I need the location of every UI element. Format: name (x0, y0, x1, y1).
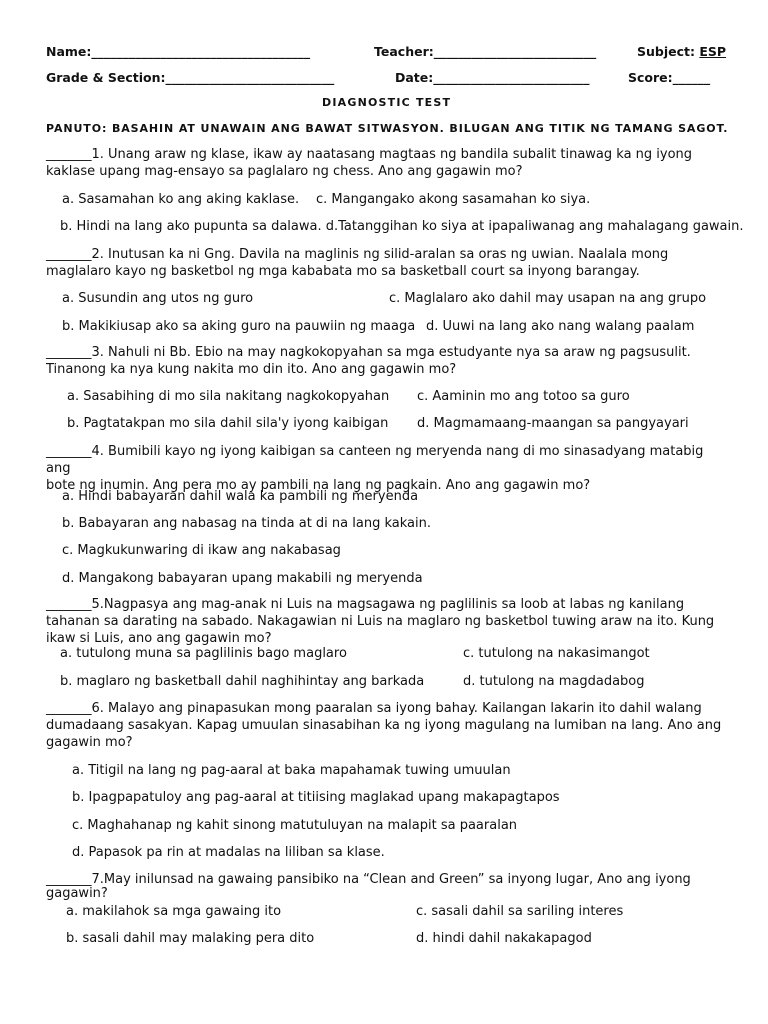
instructions: PANUTO: BASAHIN AT UNAWAIN ANG BAWAT SITWASYON. BILUGAN ANG TITIK NG TAMANG SAGOT. (46, 122, 729, 135)
q4-option-c: c. Magkukunwaring di ikaw ang nakabasag (62, 543, 341, 558)
q6-option-b: b. Ipagpapatuloy ang pag-aaral at titiising maglakad upang makapagtapos (72, 790, 560, 805)
q5-option-b: b. maglaro ng basketball dahil naghihintay ang barkada (60, 674, 425, 689)
q3-option-c: c. Aaminin mo ang totoo sa guro (417, 389, 630, 404)
grade-section-field: Grade & Section:___________________________ (46, 70, 335, 85)
date-field: Date:_________________________ (395, 70, 590, 85)
q3-option-d: d. Magmamaang-maangan sa pangyayari (417, 416, 689, 431)
question-line: maglalaro kayo ng basketbol ng mga kababata mo sa basketball court sa inyong barangay. (46, 264, 640, 279)
q7-option-c: c. sasali dahil sa sariling interes (416, 904, 624, 919)
question-line: _______7.May inilunsad na gawaing pansibiko na “Clean and Green” sa inyong lugar, Ano ang iyong (46, 872, 691, 887)
question-7 (46, 871, 726, 902)
question-1 (46, 146, 726, 180)
question-4 (46, 443, 726, 494)
q7-option-d: d. hindi dahil nakakapagod (416, 931, 592, 946)
question-line: ikaw si Luis, ano ang gagawin mo? (46, 631, 272, 646)
q7-option-a: a. makilahok sa mga gawaing ito (66, 904, 282, 919)
subject-field (637, 44, 726, 59)
page-title: DIAGNOSTIC TEST (322, 96, 452, 109)
q1-option-b-d: b. Hindi na lang ako pupunta sa dalawa. d.Tatanggihan ko siya at ipapaliwanag ang mahalagang gawain. (60, 219, 744, 234)
q7-option-b: b. sasali dahil may malaking pera dito (66, 931, 315, 946)
q5-option-c: c. tutulong na nakasimangot (463, 646, 650, 661)
q2-option-d: d. Uuwi na lang ako nang walang paalam (426, 319, 695, 334)
question-line: _______4. Bumibili kayo ng iyong kaibigan sa canteen ng meryenda nang di mo sinasadyang matabig ang (46, 444, 704, 476)
question-line: _______1. Unang araw ng klase, ikaw ay naatasang magtaas ng bandila subalit tinawag ka ng iyong (46, 147, 693, 162)
question-line: bote ng inumin. Ang pera mo ay pambili na lang ng pagkain. Ano ang gagawin mo? (46, 478, 591, 493)
q4-option-d: d. Mangakong babayaran upang makabili ng meryenda (62, 571, 423, 586)
q6-option-d: d. Papasok pa rin at madalas na liliban sa klase. (72, 845, 385, 860)
question-line: gagawin? (46, 886, 108, 901)
question-line: kaklase upang mag-ensayo sa paglalaro ng chess. Ano ang gagawin mo? (46, 164, 523, 179)
q6-option-a: a. Titigil na lang ng pag-aaral at baka mapahamak tuwing umuulan (72, 763, 511, 778)
q1-option-c: c. Mangangako akong sasamahan ko siya. (316, 192, 591, 207)
question-line: dumadaang sasakyan. Kapag umuulan sinasabihan ka ng iyong magulang na lumiban na lang. Ano ang (46, 718, 722, 733)
question-line: _______3. Nahuli ni Bb. Ebio na may nagkokopyahan sa mga estudyante nya sa araw ng pagsusulit. (46, 345, 691, 360)
name-field: Name:___________________________________ (46, 44, 311, 59)
question-line: tahanan sa darating na sabado. Nakagawian ni Luis na maglaro ng basketbol tuwing araw na ito. Kung (46, 614, 715, 629)
question-line: gagawin mo? (46, 735, 133, 750)
question-3 (46, 344, 726, 378)
q6-option-c: c. Maghahanap ng kahit sinong matutuluyan na malapit sa paaralan (72, 818, 518, 833)
question-5 (46, 596, 726, 647)
q3-option-b: b. Pagtatakpan mo sila dahil sila'y iyong kaibigan (67, 416, 389, 431)
subject-value: ESP (699, 44, 727, 59)
q5-option-a: a. tutulong muna sa paglilinis bago maglaro (60, 646, 347, 661)
q3-option-a: a. Sasabihing di mo sila nakitang nagkokopyahan (67, 389, 390, 404)
teacher-field: Teacher:__________________________ (374, 44, 597, 59)
question-line: Tinanong ka nya kung nakita mo din ito. Ano ang gagawin mo? (46, 362, 457, 377)
score-field: Score:______ (628, 70, 711, 85)
question-line: _______2. Inutusan ka ni Gng. Davila na maglinis ng silid-aralan sa oras ng uwian. Naalala mong (46, 247, 669, 262)
question-2 (46, 246, 726, 280)
q2-option-b: b. Makikiusap ako sa aking guro na pauwiin ng maaga (62, 319, 416, 334)
question-line: _______6. Malayo ang pinapasukan mong paaralan sa iyong bahay. Kailangan lakarin ito dahil walang (46, 701, 702, 716)
q4-option-b: b. Babayaran ang nabasag na tinda at di na lang kakain. (62, 516, 431, 531)
q4-option-a: a. Hindi babayaran dahil wala ka pambili ng meryenda (62, 489, 419, 504)
q1-option-a: a. Sasamahan ko ang aking kaklase. (62, 192, 300, 207)
q2-option-a: a. Susundin ang utos ng guro (62, 291, 254, 306)
subject-label: Subject: (637, 44, 700, 59)
question-line: _______5.Nagpasya ang mag-anak ni Luis na magsagawa ng paglilinis sa loob at labas ng kanilang (46, 597, 685, 612)
question-6 (46, 700, 726, 751)
q5-option-d: d. tutulong na magdadabog (463, 674, 645, 689)
q2-option-c: c. Maglalaro ako dahil may usapan na ang grupo (389, 291, 707, 306)
